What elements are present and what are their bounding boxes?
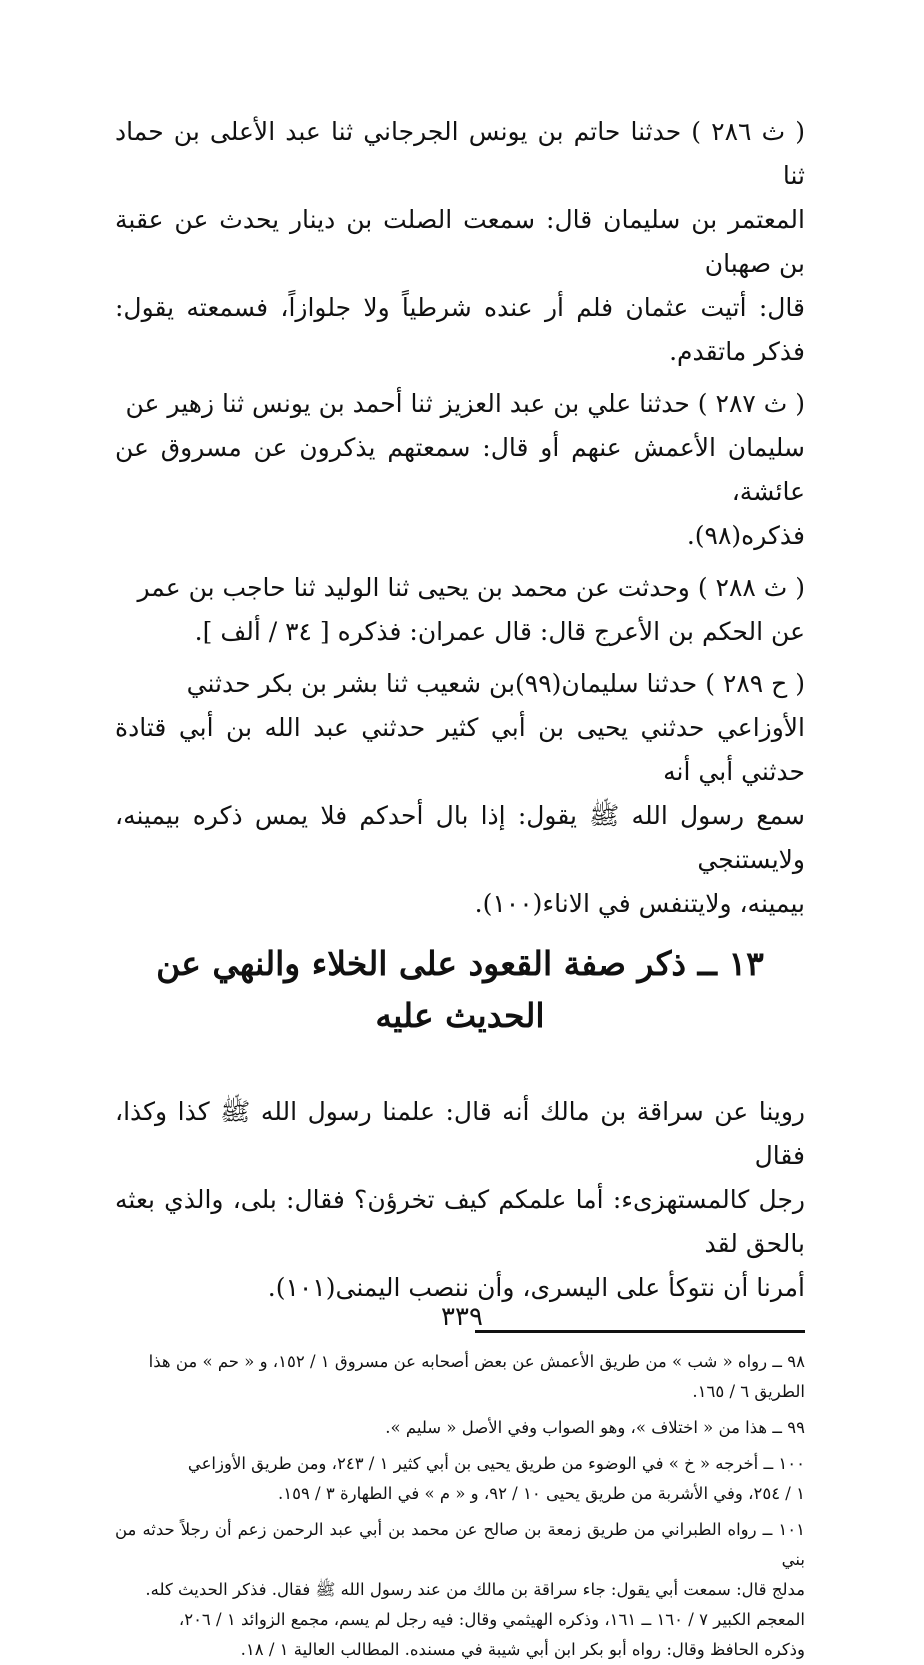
footnote <box>115 1515 805 1665</box>
text-line: ١ / ٢٥٤، وفي الأشربة من طريق يحيى ١٠ / ٩٢، و « م » في الطهارة ٣ / ١٥٩. <box>277 1484 805 1503</box>
text-line: ( ث ٢٨٧ ) حدثنا علي بن عبد العزيز ثنا أحمد بن يونس ثنا زهير عن <box>125 389 805 418</box>
text-line: ( ث ٢٨٨ ) وحدثت عن محمد بن يحيى ثنا الوليد ثنا حاجب بن عمر <box>137 573 805 602</box>
text-line: بيمينه، ولايتنفس في الاناء(١٠٠). <box>474 889 805 918</box>
text-line: المعتمر بن سليمان قال: سمعت الصلت بن دينار يحدث عن عقبة بن صهبان <box>115 205 805 278</box>
hadith-paragraph <box>115 566 805 654</box>
text-line: ١٠٠ ــ أخرجه « خ » في الوضوء من طريق يحيى بن أبي كثير ١ / ٢٤٣، ومن طريق الأوزاعي <box>187 1454 805 1473</box>
footnote <box>115 1347 805 1407</box>
section-paragraph <box>115 1090 805 1310</box>
footnote <box>115 1413 805 1443</box>
page-number: ٣٣٩ <box>441 1302 483 1332</box>
book-page <box>115 110 805 1659</box>
text-line: ١٠١ ــ رواه الطبراني من طريق زمعة بن صالح عن محمد بن أبي عبد الرحمن زعم أن رجلاً حدثه من بني <box>115 1520 805 1569</box>
text-line: سليمان الأعمش عنهم أو قال: سمعتهم يذكرون عن مسروق عن عائشة، <box>115 433 805 506</box>
footnotes <box>115 1347 805 1665</box>
section-heading: ١٣ ــ ذكر صفة القعود على الخلاء والنهي عن الحديث عليه <box>156 944 764 1035</box>
text-line: فذكره(٩٨). <box>686 521 805 550</box>
text-line: أمرنا أن نتوكأ على اليسرى، وأن ننصب اليمنى(١٠١). <box>267 1273 805 1302</box>
text-line: سمع رسول الله ﷺ يقول: إذا بال أحدكم فلا يمس ذكره بيمينه، ولايستنجي <box>115 801 805 874</box>
hadith-paragraph <box>115 110 805 374</box>
text-line: مدلج قال: سمعت أبي يقول: جاء سراقة بن مالك من عند رسول الله ﷺ فقال. فذكر الحديث كله. <box>145 1580 805 1599</box>
text-line: الأوزاعي حدثني يحيى بن أبي كثير حدثني عبد الله بن أبي قتادة حدثني أبي أنه <box>115 713 805 786</box>
text-line: ( ث ٢٨٦ ) حدثنا حاتم بن يونس الجرجاني ثنا عبد الأعلى بن حماد ثنا <box>115 117 805 190</box>
hadith-paragraph <box>115 662 805 926</box>
text-line: ٩٩ ــ هذا من « اختلاف »، وهو الصواب وفي الأصل « سليم ». <box>385 1418 805 1437</box>
text-line: الطريق ٦ / ١٦٥. <box>692 1382 805 1401</box>
text-line: روينا عن سراقة بن مالك أنه قال: علمنا رسول الله ﷺ كذا وكذا، فقال <box>115 1097 805 1170</box>
hadith-paragraphs <box>115 110 805 926</box>
text-line: رجل كالمستهزىء: أما علمكم كيف تخرؤن؟ فقال: بلى، والذي بعثه بالحق لقد <box>115 1185 805 1258</box>
footnote <box>115 1449 805 1509</box>
text-line: وذكره الحافظ وقال: رواه أبو بكر ابن أبي شيبة في مسنده. المطالب العالية ١ / ١٨. <box>240 1640 805 1659</box>
text-line: المعجم الكبير ٧ / ١٦٠ ــ ١٦١، وذكره الهيثمي وقال: فيه رجل لم يسم، مجمع الزوائد ١ / ٢٠٦، <box>178 1610 805 1629</box>
hadith-paragraph <box>115 382 805 558</box>
text-line: عن الحكم بن الأعرج قال: قال عمران: فذكره [ ٣٤ / ألف ]. <box>194 617 805 646</box>
text-line: ٩٨ ــ رواه « شب » من طريق الأعمش عن بعض أصحابه عن مسروق ١ / ١٥٢، و « حم » من هذا <box>148 1352 805 1371</box>
text-line: قال: أتيت عثمان فلم أر عنده شرطياً ولا جلوازاً، فسمعته يقول: فذكر ماتقدم. <box>115 293 805 366</box>
text-line: ( ح ٢٨٩ ) حدثنا سليمان(٩٩)بن شعيب ثنا بشر بن بكر حدثني <box>186 669 805 698</box>
